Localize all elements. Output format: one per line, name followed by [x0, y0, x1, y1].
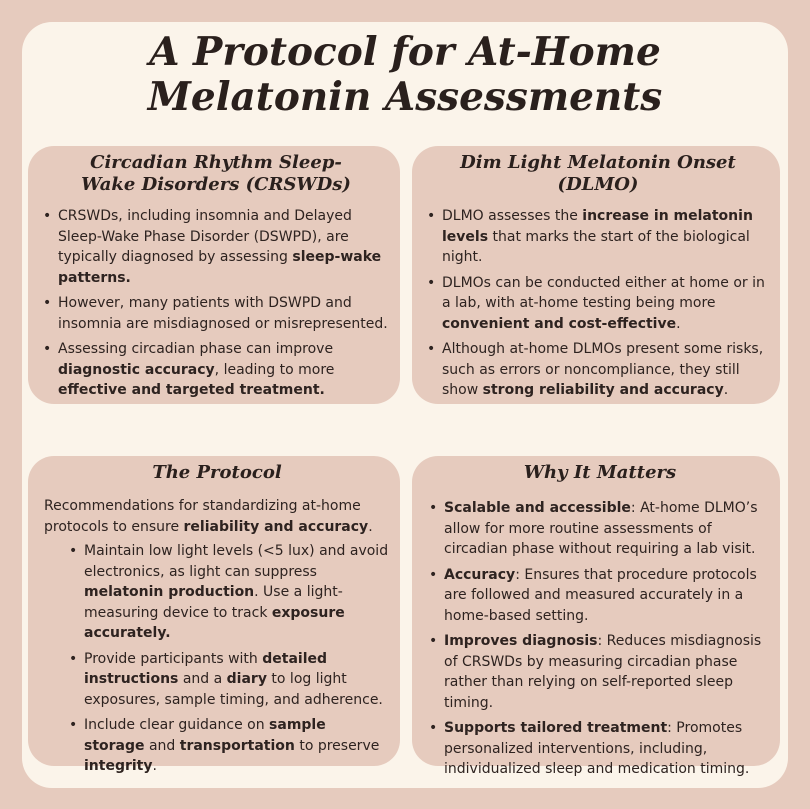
matters-card — [412, 456, 780, 777]
protocol-intro: Recommendations for standardizing at-home protocols to ensure reliability and accuracy. — [44, 498, 373, 535]
dlmo-card-title — [426, 152, 770, 196]
dlmo-title-line-2: (DLMO) — [557, 174, 639, 195]
protocol-card — [28, 456, 400, 774]
protocol-bullet: • Maintain low light levels (<5 lux) and avoid electronics, as light can suppress melatonin production. Use a light-measuring device to track exposure accurately. — [84, 541, 390, 644]
crswd-bullet: • However, many patients with DSWPD and insomnia are misdiagnosed or misrepresented. — [58, 293, 390, 334]
crswd-bullet-list — [42, 206, 390, 401]
protocol-card-title — [44, 462, 390, 484]
crswd-card-title — [42, 152, 390, 196]
crswd-bullet: • CRSWDs, including insomnia and Delayed Sleep-Wake Phase Disorder (DSWPD), are typically diagnosed by assessing sleep-wake patterns. — [58, 206, 390, 288]
dlmo-bullet: • DLMOs can be conducted either at home or in a lab, with at-home testing being more convenient and cost-effective. — [442, 273, 770, 335]
page-title-line-1: A Protocol for At-Home — [149, 29, 661, 75]
crswd-card — [28, 146, 400, 404]
crswd-bullet: • Assessing circadian phase can improve diagnostic accuracy, leading to more effective and targeted treatment. — [58, 339, 390, 401]
dlmo-bullet: • DLMO assesses the increase in melatonin levels that marks the start of the biological night. — [442, 206, 770, 268]
page-title — [0, 30, 810, 120]
matters-bullet: • Scalable and accessible: At-home DLMO’s allow for more routine assessments of circadian phase without requiring a lab visit. — [444, 498, 772, 560]
matters-bullet-list — [428, 498, 772, 780]
dlmo-bullet-list — [426, 206, 770, 401]
protocol-bullet: • Provide participants with detailed instructions and a diary to log light exposures, sample timing, and adherence. — [84, 649, 390, 711]
dlmo-bullet: • Although at-home DLMOs present some risks, such as errors or noncompliance, they still show strong reliability and accuracy. — [442, 339, 770, 401]
matters-bullet: • Improves diagnosis: Reduces misdiagnosis of CRSWDs by measuring circadian phase rather than relying on self-reported sleep timing. — [444, 631, 772, 713]
dlmo-card — [412, 146, 780, 404]
crswd-title-line-1: Circadian Rhythm Sleep- — [90, 152, 342, 173]
dlmo-title-line-1: Dim Light Melatonin Onset — [460, 152, 736, 173]
page-title-line-2: Melatonin Assessments — [147, 74, 663, 120]
matters-bullet: • Supports tailored treatment: Promotes personalized interventions, including, individualized sleep and medication timing. — [444, 718, 772, 780]
matters-card-title — [428, 462, 772, 484]
protocol-bullet-list — [44, 541, 390, 777]
matters-bullet: • Accuracy: Ensures that procedure protocols are followed and measured accurately in a home-based setting. — [444, 565, 772, 627]
protocol-bullet: • Include clear guidance on sample storage and transportation to preserve integrity. — [84, 715, 390, 777]
matters-title-text: Why It Matters — [523, 462, 677, 483]
protocol-title-text: The Protocol — [152, 462, 282, 483]
crswd-title-line-2: Wake Disorders (CRSWDs) — [81, 174, 351, 195]
